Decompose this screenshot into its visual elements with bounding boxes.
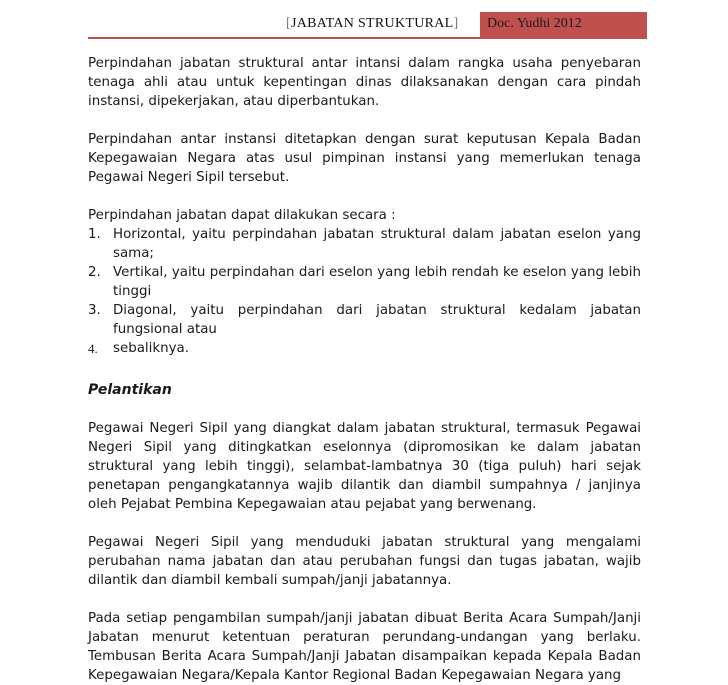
list-item xyxy=(88,301,641,339)
list-text: Horizontal, yaitu perpindahan jabatan struktural dalam jabatan eselon yang sama; xyxy=(113,227,641,261)
bracket-close: ] xyxy=(453,16,459,31)
page-header xyxy=(0,12,728,38)
list-intro: Perpindahan jabatan dapat dilakukan secara : xyxy=(88,208,396,223)
transfer-type-list xyxy=(88,225,641,358)
paragraph-6: Pada setiap pengambilan sumpah/janji jabatan dibuat Berita Acara Sumpah/Janji Jabatan menurut ketentuan peraturan perundang-undangan yang berlaku. Tembusan Berita Acara Sumpah/Janji Jabatan disampaikan kepada Kepala Badan Kepegawaian Negara/Kepala Kantor Regional Badan Kepegawaian Negara yang xyxy=(88,611,641,683)
header-title-text: JABATAN STRUKTURAL xyxy=(290,16,454,31)
paragraph-5: Pegawai Negeri Sipil yang menduduki jabatan struktural yang mengalami perubahan nama jabatan dan atau perubahan fungsi dan tugas jabatan, wajib dilantik dan diambil kembali sumpah/janji jabatannya. xyxy=(88,535,641,588)
paragraph-2: Perpindahan antar instansi ditetapkan dengan surat keputusan Kepala Badan Kepegawaian Negara atas usul pimpinan instansi yang memerlukan tenaga Pegawai Negeri Sipil tersebut. xyxy=(88,132,641,185)
list-number: 2. xyxy=(88,265,101,280)
header-title xyxy=(286,16,459,32)
list-text: Vertikal, yaitu perpindahan dari eselon yang lebih rendah ke eselon yang lebih tinggi xyxy=(113,265,641,299)
list-number: 1. xyxy=(88,227,101,242)
paragraph-1: Perpindahan jabatan struktural antar intansi dalam rangka usaha penyebaran tenaga ahli atau untuk kepentingan dinas dilaksanakan dengan cara pindah instansi, dipekerjakan, atau diperbantukan. xyxy=(88,56,641,109)
list-number: 4. xyxy=(88,341,98,356)
header-rule xyxy=(88,37,647,39)
doc-label-box xyxy=(480,12,647,38)
list-text: sebaliknya. xyxy=(113,341,189,356)
bracket-open: [ xyxy=(286,16,291,31)
list-item xyxy=(88,339,641,358)
section-heading: Pelantikan xyxy=(88,382,172,398)
document-body xyxy=(88,54,641,685)
paragraph-4: Pegawai Negeri Sipil yang diangkat dalam jabatan struktural, termasuk Pegawai Negeri Sipil yang ditingkatkan eselonnya (dipromosikan ke dalam jabatan struktural yang lebih tinggi), selambat-lambatnya 30 (tiga puluh) hari sejak penetapan pengangkatannya wajib dilantik dan diambil sumpahnya / janjinya oleh Pejabat Pembina Kepegawaian atau pejabat yang berwenang. xyxy=(88,421,641,512)
list-item xyxy=(88,263,641,301)
list-number: 3. xyxy=(88,303,101,318)
doc-label: Doc. Yudhi 2012 xyxy=(487,16,582,31)
list-text: Diagonal, yaitu perpindahan dari jabatan struktural kedalam jabatan fungsional atau xyxy=(113,303,641,337)
list-item xyxy=(88,225,641,263)
